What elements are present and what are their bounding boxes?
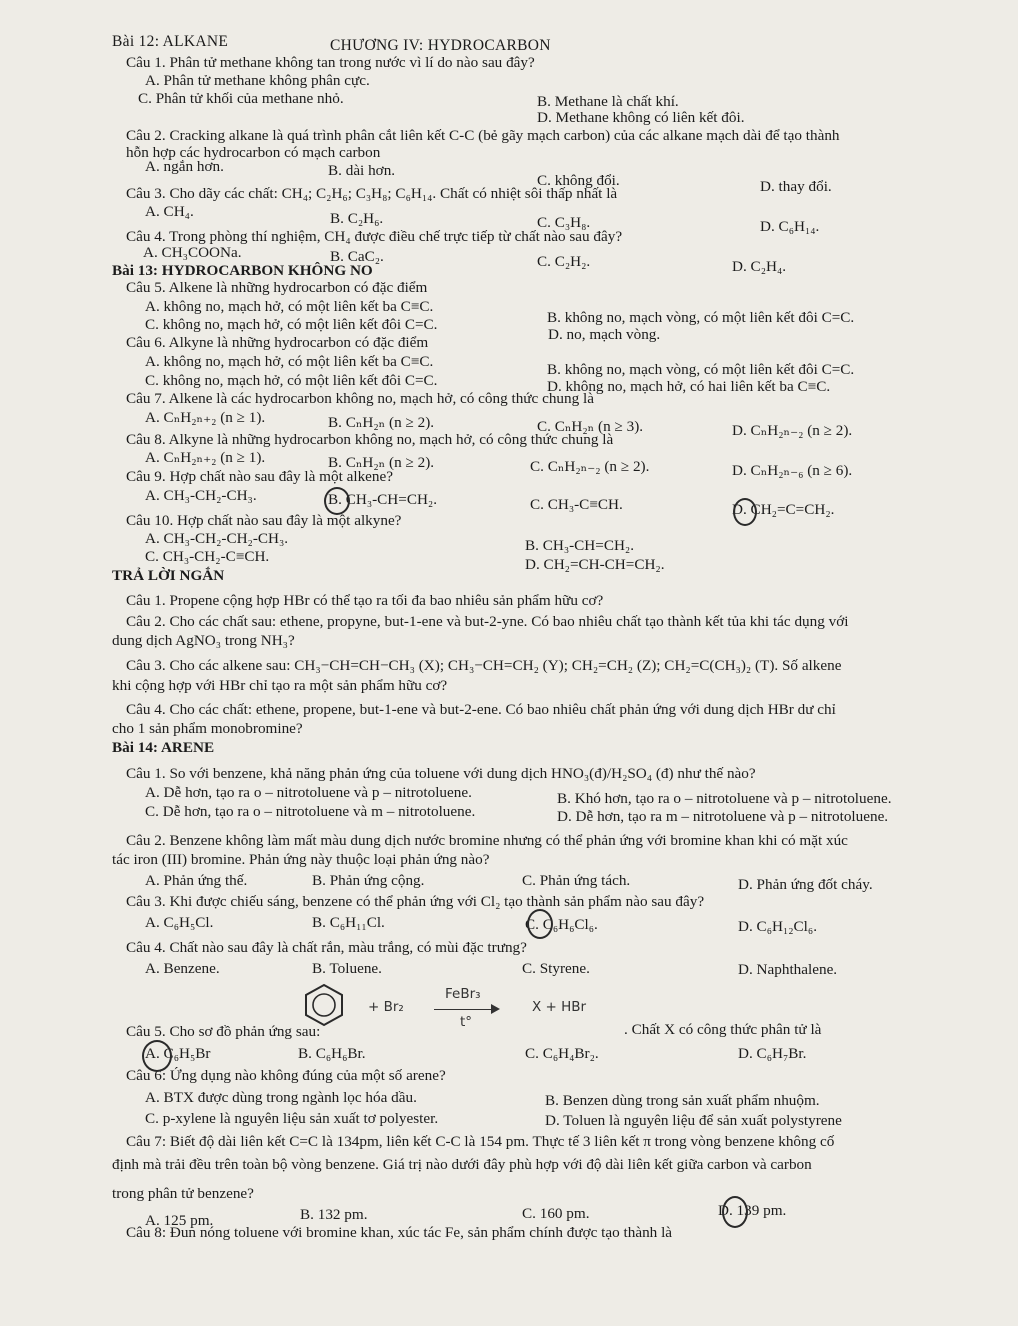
answer-option: D. C₂H₄. <box>732 258 787 275</box>
answer-option: C. p-xylene là nguyên liệu sản xuất tơ polyester. <box>145 1110 439 1127</box>
question-line: định mà trải đều trên toàn bộ vòng benzene. Giá trị nào dưới đây phù hợp với độ dài liên kết giữa carbon và carbon <box>112 1156 812 1173</box>
answer-option: C. không no, mạch hở, có một liên kết đôi C=C. <box>145 316 438 333</box>
answer-option: D. CH₂=C=CH₂. <box>732 501 835 518</box>
answer-option: A. CH₃-CH₂-CH₃. <box>145 487 257 504</box>
question-line: Câu 4. Cho các chất: ethene, propene, but-1-ene và but-2-ene. Có bao nhiêu chất phản ứng với dung dịch HBr dư chỉ <box>126 701 836 718</box>
lesson-title: Bài 14: ARENE <box>112 739 215 756</box>
answer-option: B. 132 pm. <box>300 1206 368 1223</box>
answer-circle-mark <box>527 909 553 939</box>
answer-option: A. không no, mạch hở, có một liên kết ba C≡C. <box>145 298 434 315</box>
answer-option: B. Phản ứng cộng. <box>312 872 425 889</box>
answer-option: B. CₙH₂ₙ (n ≥ 2). <box>328 454 435 471</box>
question-line: hỗn hợp các hydrocarbon có mạch carbon <box>126 144 381 161</box>
question-line: tác iron (III) bromine. Phản ứng này thuộc loại phản ứng nào? <box>112 851 490 868</box>
question-line: Câu 5. Alkene là những hydrocarbon có đặc điểm <box>126 279 428 296</box>
question-line: Câu 2. Benzene không làm mất màu dung dịch nước bromine nhưng có thể phản ứng với bromine khan khi có mặt xúc <box>126 832 848 849</box>
answer-option: C. Phân tử khối của methane nhỏ. <box>138 90 344 107</box>
answer-option: B. CH₃-CH=CH₂. <box>328 491 438 508</box>
answer-option: C. Dễ hơn, tạo ra o – nitrotoluene và m – nitrotoluene. <box>145 803 476 820</box>
answer-option: A. Phân tử methane không phân cực. <box>145 72 370 89</box>
answer-option: B. dài hơn. <box>328 162 396 179</box>
reagent-br2: + Br₂ <box>368 999 404 1015</box>
question-line: Câu 1. Phân tử methane không tan trong nước vì lí do nào sau đây? <box>126 54 535 71</box>
answer-option: D. C₆H₇Br. <box>738 1045 807 1062</box>
answer-option: A. CₙH₂ₙ₊₂ (n ≥ 1). <box>145 409 266 426</box>
lesson-title: Bài 12: ALKANE <box>112 33 229 50</box>
answer-option: C. C₆H₆Cl₆. <box>525 916 598 933</box>
answer-option: D. CₙH₂ₙ₋₂ (n ≥ 2). <box>732 422 853 439</box>
answer-option: A. Dễ hơn, tạo ra o – nitrotoluene và p – nitrotoluene. <box>145 784 472 801</box>
answer-option: B. Benzen dùng trong sản xuất phẩm nhuộm. <box>545 1092 820 1109</box>
answer-option: C. CH₃-C≡CH. <box>530 496 623 513</box>
question-line: dung dịch AgNO₃ trong NH₃? <box>112 632 295 649</box>
question-line: Câu 2. Cracking alkane là quá trình phân cắt liên kết C-C (bẻ gãy mạch carbon) của các alkane mạch dài để tạo thành <box>126 127 840 144</box>
question-line: khi cộng hợp với HBr chỉ tạo ra một sản phẩm hữu cơ? <box>112 677 448 694</box>
question-line: trong phân tử benzene? <box>112 1185 254 1202</box>
answer-option: C. 160 pm. <box>522 1205 590 1222</box>
answer-option: D. thay đổi. <box>760 178 832 195</box>
answer-circle-mark <box>722 1196 748 1228</box>
answer-option: B. C₆H₆Br. <box>298 1045 366 1062</box>
answer-circle-mark <box>142 1040 172 1072</box>
answer-option: C. CₙH₂ₙ (n ≥ 3). <box>537 418 644 435</box>
condition-label: t° <box>460 1014 473 1030</box>
question-line: Câu 3. Cho dãy các chất: CH₄; C₂H₆; C₃H₈; C₆H₁₄. Chất có nhiệt sôi thấp nhất là <box>126 185 618 202</box>
answer-option: C. Styrene. <box>522 960 590 977</box>
answer-option: A. Phản ứng thế. <box>145 872 248 889</box>
lesson-title: Bài 13: HYDROCARBON KHÔNG NO <box>112 262 373 279</box>
question-line: Câu 1. Propene cộng hợp HBr có thể tạo ra tối đa bao nhiêu sản phẩm hữu cơ? <box>126 592 604 609</box>
question-line: Câu 4. Chất nào sau đây là chất rắn, màu trắng, có mùi đặc trưng? <box>126 939 527 956</box>
answer-option: A. không no, mạch hở, có một liên kết ba C≡C. <box>145 353 434 370</box>
question-line: Câu 6: Ứng dụng nào không đúng của một số arene? <box>126 1067 446 1084</box>
question-line: Câu 2. Cho các chất sau: ethene, propyne, but-1-ene và but-2-yne. Có bao nhiêu chất tạo thành kết tủa khi tác dụng với <box>126 613 849 630</box>
question-line: Câu 10. Hợp chất nào sau đây là một alkyne? <box>126 512 402 529</box>
answer-option: C. C₃H₈. <box>537 214 591 231</box>
answer-option: C. Phản ứng tách. <box>522 872 631 889</box>
answer-option: D. Methane không có liên kết đôi. <box>537 109 745 126</box>
answer-option: D. Phản ứng đốt cháy. <box>738 876 873 893</box>
answer-option: A. BTX được dùng trong ngành lọc hóa dầu. <box>145 1089 417 1106</box>
reaction-products: X + HBr <box>532 999 587 1015</box>
answer-option: A. Benzene. <box>145 960 220 977</box>
question-line: Câu 7. Alkene là các hydrocarbon không no, mạch hở, có công thức chung là <box>126 390 594 407</box>
answer-option: A. C₆H₅Br <box>145 1045 211 1062</box>
question-line: Câu 7: Biết độ dài liên kết C=C là 134pm, liên kết C-C là 154 pm. Thực tế 3 liên kết π trong vòng benzene không cố <box>126 1133 835 1150</box>
answer-option: D. C₆H₁₂Cl₆. <box>738 918 817 935</box>
answer-option: B. CH₃-CH=CH₂. <box>525 537 635 554</box>
answer-option: D. Toluen là nguyên liệu để sản xuất polystyrene <box>545 1112 842 1129</box>
answer-option: A. CH₄. <box>145 203 194 220</box>
answer-circle-mark <box>324 487 350 515</box>
answer-option: C. không đổi. <box>537 172 620 189</box>
answer-option: B. Toluene. <box>312 960 382 977</box>
question-line: cho 1 sản phẩm monobromine? <box>112 720 303 737</box>
answer-option: D. không no, mạch hở, có hai liên kết ba C≡C. <box>547 378 831 395</box>
question-line: Câu 8. Alkyne là những hydrocarbon không no, mạch hở, có công thức chung là <box>126 431 614 448</box>
answer-option: D. no, mạch vòng. <box>548 326 661 343</box>
answer-option: B. CₙH₂ₙ (n ≥ 2). <box>328 414 435 431</box>
arrow-head-icon <box>491 1004 500 1014</box>
answer-option: A. ngắn hơn. <box>145 158 224 175</box>
question-line: Câu 1. So với benzene, khả năng phản ứng của toluene với dung dịch HNO₃(đ)/H₂SO₄ (đ) như thế nào? <box>126 765 756 782</box>
answer-option: C. CₙH₂ₙ₋₂ (n ≥ 2). <box>530 458 650 475</box>
question-line: Câu 6. Alkyne là những hydrocarbon có đặc điểm <box>126 334 429 351</box>
answer-option: D. Dễ hơn, tạo ra m – nitrotoluene và p – nitrotoluene. <box>557 808 889 825</box>
answer-option: D. CₙH₂ₙ₋₆ (n ≥ 6). <box>732 462 853 479</box>
answer-option: A. CₙH₂ₙ₊₂ (n ≥ 1). <box>145 449 266 466</box>
answer-option: D. 139 pm. <box>718 1202 787 1219</box>
answer-option: D. Naphthalene. <box>738 961 838 978</box>
answer-option: C. không no, mạch hở, có một liên kết đôi C=C. <box>145 372 438 389</box>
catalyst-label: FeBr₃ <box>445 986 481 1002</box>
answer-option: B. Khó hơn, tạo ra o – nitrotoluene và p – nitrotoluene. <box>557 790 892 807</box>
answer-option: B. không no, mạch vòng, có một liên kết đôi C=C. <box>547 361 855 378</box>
answer-option: A. CH₃-CH₂-CH₂-CH₃. <box>145 530 289 547</box>
answer-option: D. CH₂=CH-CH=CH₂. <box>525 556 665 573</box>
answer-option: B. C₆H₁₁Cl. <box>312 914 385 931</box>
answer-option: C. C₆H₄Br₂. <box>525 1045 599 1062</box>
answer-option: B. CaC₂. <box>330 248 384 265</box>
question-line: Câu 8: Đun nóng toluene với bromine khan, xúc tác Fe, sản phẩm chính được tạo thành là <box>126 1224 673 1241</box>
answer-option: C. CH₃-CH₂-C≡CH. <box>145 548 270 565</box>
section-title: TRẢ LỜI NGẮN <box>112 567 225 584</box>
answer-option: A. CH₃COONa. <box>143 244 242 261</box>
benzene-ring-icon <box>304 983 344 1027</box>
answer-option: A. C₆H₅Cl. <box>145 914 214 931</box>
answer-option: A. 125 pm. <box>145 1212 214 1229</box>
chapter-title: CHƯƠNG IV: HYDROCARBON <box>330 37 551 54</box>
question-line: Câu 4. Trong phòng thí nghiệm, CH₄ được điều chế trực tiếp từ chất nào sau đây? <box>126 228 623 245</box>
answer-option: C. C₂H₂. <box>537 253 591 270</box>
answer-option: B. C₂H₆. <box>330 210 384 227</box>
question-line: Câu 9. Hợp chất nào sau đây là một alkene? <box>126 468 393 485</box>
answer-option: B. không no, mạch vòng, có một liên kết đôi C=C. <box>547 309 855 326</box>
reaction-arrow <box>434 1009 492 1010</box>
question-line: Câu 5. Cho sơ đồ phản ứng sau: <box>126 1023 321 1040</box>
question-line: . Chất X có công thức phân tử là <box>624 1021 822 1038</box>
answer-option: D. C₆H₁₄. <box>760 218 820 235</box>
answer-option: B. Methane là chất khí. <box>537 93 679 110</box>
question-line: Câu 3. Cho các alkene sau: CH₃−CH=CH−CH₃ (X); CH₃−CH=CH₂ (Y); CH₂=CH₂ (Z); CH₂=C(CH₃)₂ (T). Số alkene <box>126 657 842 674</box>
question-line: Câu 3. Khi được chiếu sáng, benzene có thể phản ứng với Cl₂ tạo thành sản phẩm nào sau đây? <box>126 893 705 910</box>
answer-circle-mark <box>733 498 757 526</box>
